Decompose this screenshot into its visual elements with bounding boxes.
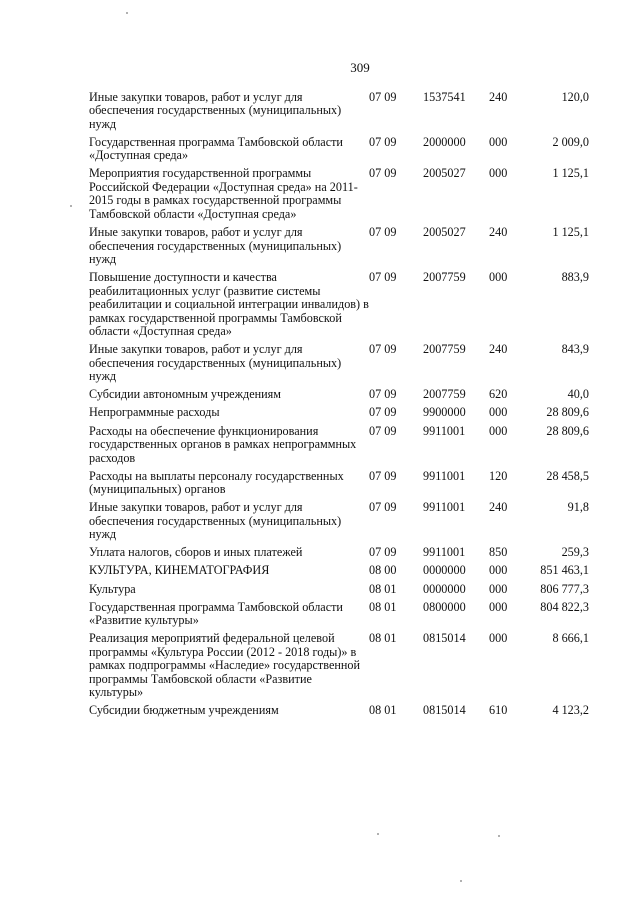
table-row bbox=[89, 499, 589, 544]
row-section-code: 07 09 bbox=[369, 545, 397, 560]
row-expense-type: 240 bbox=[489, 225, 508, 240]
row-name: Государственная программа Тамбовской области «Доступная среда» bbox=[89, 134, 343, 163]
row-expense-type: 120 bbox=[489, 468, 508, 483]
table-row bbox=[89, 269, 589, 341]
row-section-code: 07 09 bbox=[369, 342, 397, 357]
table-row bbox=[89, 468, 589, 500]
row-expense-type: 240 bbox=[489, 342, 508, 357]
table-row bbox=[89, 224, 589, 269]
table-row bbox=[89, 563, 589, 581]
row-expense-type: 000 bbox=[489, 423, 508, 438]
row-section-code: 08 01 bbox=[369, 581, 397, 596]
row-section-code: 07 09 bbox=[369, 225, 397, 240]
scan-speck bbox=[70, 205, 72, 207]
row-expense-type: 240 bbox=[489, 89, 508, 104]
row-name: Культура bbox=[89, 581, 136, 596]
row-target-article: 0000000 bbox=[423, 563, 466, 578]
row-section-code: 07 09 bbox=[369, 270, 397, 285]
row-target-article: 2000000 bbox=[423, 134, 466, 149]
table-row bbox=[89, 134, 589, 166]
row-expense-type: 610 bbox=[489, 703, 508, 718]
scan-speck bbox=[377, 833, 379, 835]
row-expense-type: 000 bbox=[489, 599, 508, 614]
scan-speck bbox=[126, 12, 128, 14]
scan-speck bbox=[498, 835, 500, 837]
row-amount: 4 123,2 bbox=[552, 703, 589, 718]
row-name: Реализация мероприятий федеральной целевой программы «Культура России (2012 - 2018 годы)» в рамках подпрограммы «Наследие» государственной программы Тамбовской области «Развитие культуры» bbox=[89, 631, 361, 700]
row-expense-type: 000 bbox=[489, 581, 508, 596]
page-number: 309 bbox=[350, 60, 370, 75]
row-target-article: 2007759 bbox=[423, 270, 466, 285]
budget-table bbox=[89, 89, 589, 721]
table-row bbox=[89, 581, 589, 599]
table-row bbox=[89, 405, 589, 423]
row-amount: 851 463,1 bbox=[540, 563, 589, 578]
row-name: Иные закупки товаров, работ и услуг для обеспечения государственных (муниципальных) нужд bbox=[89, 342, 342, 384]
row-name: Субсидии автономным учреждениям bbox=[89, 387, 281, 402]
row-section-code: 08 01 bbox=[369, 599, 397, 614]
row-target-article: 9911001 bbox=[423, 468, 466, 483]
table-row bbox=[89, 703, 589, 721]
row-amount: 804 822,3 bbox=[540, 599, 589, 614]
row-target-article: 0800000 bbox=[423, 599, 466, 614]
row-target-article: 2007759 bbox=[423, 342, 466, 357]
row-name: Иные закупки товаров, работ и услуг для обеспечения государственных (муниципальных) нужд bbox=[89, 89, 342, 131]
row-expense-type: 000 bbox=[489, 563, 508, 578]
row-section-code: 07 09 bbox=[369, 387, 397, 402]
table-row bbox=[89, 545, 589, 563]
row-amount: 843,9 bbox=[561, 342, 589, 357]
row-expense-type: 620 bbox=[489, 387, 508, 402]
row-section-code: 07 09 bbox=[369, 166, 397, 181]
row-section-code: 08 00 bbox=[369, 563, 397, 578]
row-target-article: 9900000 bbox=[423, 405, 466, 420]
row-expense-type: 000 bbox=[489, 270, 508, 285]
row-target-article: 9911001 bbox=[423, 545, 466, 560]
row-expense-type: 000 bbox=[489, 166, 508, 181]
row-amount: 806 777,3 bbox=[540, 581, 589, 596]
row-section-code: 07 09 bbox=[369, 89, 397, 104]
row-expense-type: 000 bbox=[489, 405, 508, 420]
table-row bbox=[89, 599, 589, 631]
row-section-code: 07 09 bbox=[369, 405, 397, 420]
row-name: Расходы на выплаты персоналу государственных (муниципальных) органов bbox=[89, 468, 344, 497]
row-name: Расходы на обеспечение функционирования государственных органов в рамках непрограммных расходов bbox=[89, 423, 357, 465]
row-amount: 40,0 bbox=[567, 387, 589, 402]
scan-speck bbox=[460, 880, 462, 882]
row-section-code: 07 09 bbox=[369, 500, 397, 515]
row-name: Непрограммные расходы bbox=[89, 405, 220, 420]
row-target-article: 0815014 bbox=[423, 703, 466, 718]
table-row bbox=[89, 630, 589, 702]
row-name: КУЛЬТУРА, КИНЕМАТОГРАФИЯ bbox=[89, 563, 270, 578]
row-expense-type: 240 bbox=[489, 500, 508, 515]
row-name: Уплата налогов, сборов и иных платежей bbox=[89, 545, 303, 560]
row-expense-type: 850 bbox=[489, 545, 508, 560]
row-name: Повышение доступности и качества реабилитационных услуг (развитие системы реабилитации и социальной интеграции инвалидов) в рамках государственной программы Тамбовской области «Доступная среда» bbox=[89, 270, 369, 339]
row-section-code: 07 09 bbox=[369, 134, 397, 149]
row-name: Государственная программа Тамбовской области «Развитие культуры» bbox=[89, 599, 343, 628]
row-section-code: 08 01 bbox=[369, 631, 397, 646]
row-target-article: 0000000 bbox=[423, 581, 466, 596]
row-section-code: 07 09 bbox=[369, 423, 397, 438]
row-section-code: 08 01 bbox=[369, 703, 397, 718]
row-amount: 28 809,6 bbox=[546, 423, 589, 438]
table-row bbox=[89, 423, 589, 468]
row-expense-type: 000 bbox=[489, 134, 508, 149]
row-expense-type: 000 bbox=[489, 631, 508, 646]
row-name: Иные закупки товаров, работ и услуг для обеспечения государственных (муниципальных) нужд bbox=[89, 500, 342, 542]
row-amount: 91,8 bbox=[567, 500, 589, 515]
row-name: Иные закупки товаров, работ и услуг для обеспечения государственных (муниципальных) нужд bbox=[89, 225, 342, 267]
row-target-article: 2007759 bbox=[423, 387, 466, 402]
row-amount: 28 809,6 bbox=[546, 405, 589, 420]
row-target-article: 9911001 bbox=[423, 423, 466, 438]
row-name: Мероприятия государственной программы Российской Федерации «Доступная среда» на 2011-2015 годы в рамках государственной программы Тамбовской области «Доступная среда» bbox=[89, 166, 358, 221]
row-amount: 883,9 bbox=[561, 270, 589, 285]
row-amount: 28 458,5 bbox=[546, 468, 589, 483]
row-amount: 1 125,1 bbox=[552, 166, 589, 181]
row-target-article: 9911001 bbox=[423, 500, 466, 515]
row-amount: 1 125,1 bbox=[552, 225, 589, 240]
budget-table-body bbox=[89, 89, 589, 721]
table-row bbox=[89, 387, 589, 405]
table-row bbox=[89, 89, 589, 134]
table-row bbox=[89, 341, 589, 386]
row-section-code: 07 09 bbox=[369, 468, 397, 483]
row-amount: 8 666,1 bbox=[552, 631, 589, 646]
row-target-article: 2005027 bbox=[423, 225, 466, 240]
table-row bbox=[89, 166, 589, 225]
row-amount: 259,3 bbox=[561, 545, 589, 560]
row-amount: 120,0 bbox=[561, 89, 589, 104]
row-target-article: 2005027 bbox=[423, 166, 466, 181]
row-target-article: 0815014 bbox=[423, 631, 466, 646]
row-name: Субсидии бюджетным учреждениям bbox=[89, 703, 279, 718]
row-amount: 2 009,0 bbox=[552, 134, 589, 149]
row-target-article: 1537541 bbox=[423, 89, 466, 104]
